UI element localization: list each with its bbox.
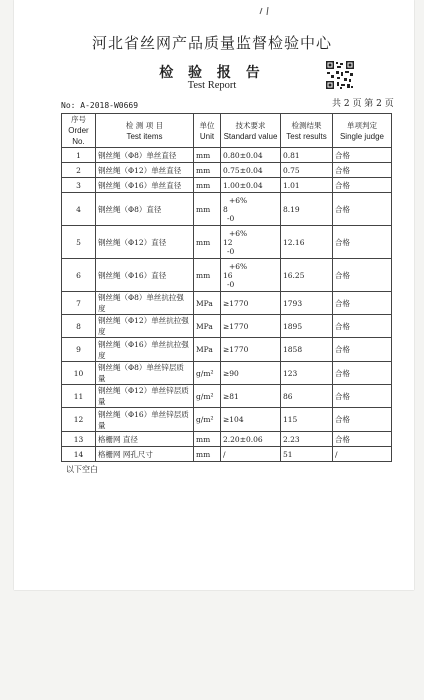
table-row: 2 钢丝绳（Φ12）单丝直径 mm 0.75±0.04 0.75 合格 bbox=[62, 163, 392, 178]
blank-below-note: 以下空白 bbox=[66, 465, 98, 474]
column-header-judge: 单项判定 Single judge bbox=[333, 114, 392, 148]
table-row: 8 钢丝绳（Φ12）单丝抗拉强度 MPa ≥1770 1895 合格 bbox=[62, 315, 392, 338]
table-row: 12 钢丝绳（Φ16）单丝锌层质量 g/m² ≥104 115 合格 bbox=[62, 408, 392, 432]
table-row: 6 钢丝绳（Φ16）直径 mm +6% 16 -0 16.25 合格 bbox=[62, 259, 392, 292]
table-header-row bbox=[62, 114, 392, 148]
pen-mark-icon bbox=[258, 6, 276, 16]
table-row: 4 钢丝绳（Φ8）直径 mm +6% 8 -0 8.19 合格 bbox=[62, 193, 392, 226]
table-row: 13 格栅网 直径 mm 2.20±0.06 2.23 合格 bbox=[62, 432, 392, 447]
institution-title: 河北省丝网产品质量监督检验中心 bbox=[91, 34, 332, 52]
tolerance-value: +6% 8 -0 bbox=[221, 193, 281, 226]
table-row: 9 钢丝绳（Φ16）单丝抗拉强度 MPa ≥1770 1858 合格 bbox=[62, 338, 392, 362]
table-row: 14 格栅网 网孔尺寸 mm / 51 / bbox=[62, 447, 392, 462]
table-row: 7 钢丝绳（Φ8）单丝抗拉强度 MPa ≥1770 1793 合格 bbox=[62, 292, 392, 315]
column-header-results: 检测结果 Test results bbox=[281, 114, 333, 148]
table-row: 3 钢丝绳（Φ16）单丝直径 mm 1.00±0.04 1.01 合格 bbox=[62, 178, 392, 193]
report-number: No: A-2018-W0669 bbox=[61, 101, 139, 110]
column-header-items: 检 测 项 目 Test items bbox=[96, 114, 194, 148]
tolerance-value: +6% 16 -0 bbox=[221, 259, 281, 292]
column-header-unit: 单位 Unit bbox=[194, 114, 221, 148]
table-row: 5 钢丝绳（Φ12）直径 mm +6% 12 -0 12.16 合格 bbox=[62, 226, 392, 259]
report-title-en: Test Report bbox=[187, 80, 237, 91]
table-row: 1 钢丝绳（Φ8）单丝直径 mm 0.80±0.04 0.81 合格 bbox=[62, 148, 392, 163]
results-table bbox=[61, 113, 392, 462]
page-info: 共 2 页 第 2 页 bbox=[332, 99, 394, 109]
table-row: 11 钢丝绳（Φ12）单丝锌层质量 g/m² ≥81 86 合格 bbox=[62, 385, 392, 408]
qr-code-icon bbox=[325, 60, 355, 90]
table-row: 10 钢丝绳（Φ8）单丝锌层质量 g/m² ≥90 123 合格 bbox=[62, 362, 392, 385]
tolerance-value: +6% 12 -0 bbox=[221, 226, 281, 259]
column-header-standard: 技术要求 Standard value bbox=[221, 114, 281, 148]
column-header-order: 序号 Order No. bbox=[62, 114, 96, 148]
report-title-cn: 检 验 报 告 bbox=[159, 65, 265, 81]
